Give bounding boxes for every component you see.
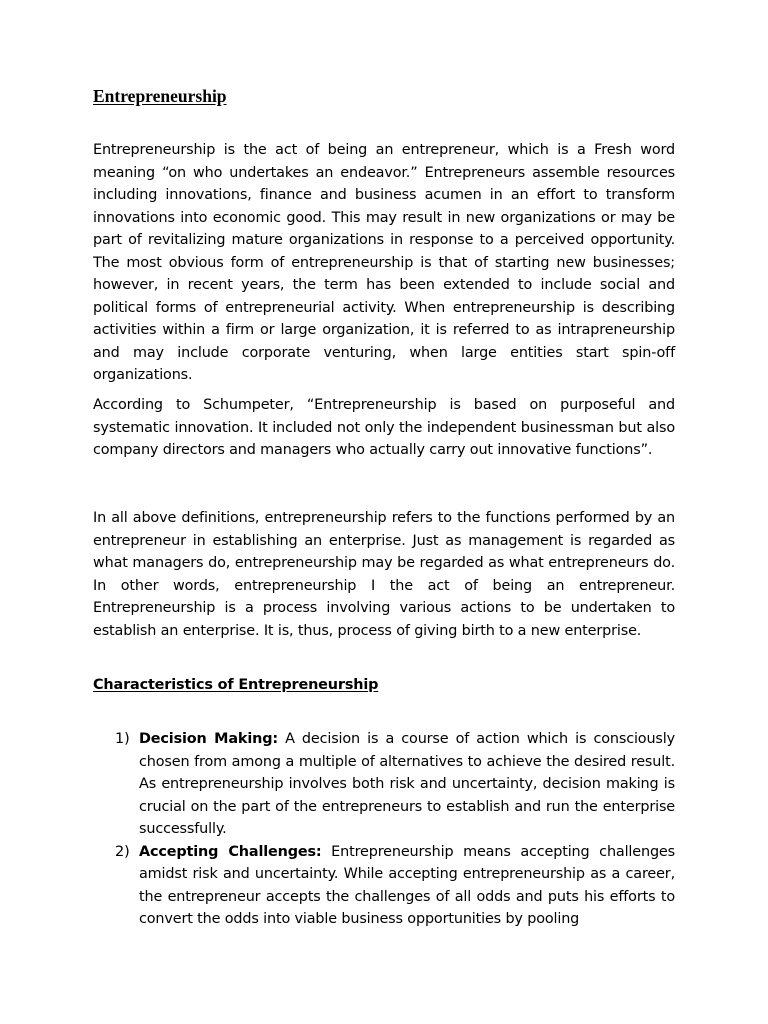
list-item-description: Entrepreneurship means accepting challenges amidst risk and uncertainty. While accepting entrepreneurship as a career, the entrepreneur accepts the challenges of all odds and puts his efforts to convert the odds into viable business opportunities by pooling: [139, 843, 675, 927]
list-item-term: Decision Making:: [139, 731, 278, 747]
paragraph-schumpeter-quote: According to Schumpeter, “Entrepreneurship is based on purposeful and systematic innovation. It included not only the independent businessman but also company directors and managers who actually carry out innovative functions”.: [93, 397, 675, 458]
paragraph-definition: Entrepreneurship is the act of being an entrepreneur, which is a Fresh word meaning “on who undertakes an endeavor.” Entrepreneurs assemble resources including innovations, finance and business acumen in an effort to transform innovations into economic good. This may result in new organizations or may be part of revitalizing mature organizations in response to a perceived opportunity. The most obvious form of entrepreneurship is that of starting new businesses; however, in recent years, the term has been extended to include social and political forms of entrepreneurial activity. When entrepreneurship is describing activities within a firm or large organization, it is referred to as intrapreneurship and may include corporate venturing, when large entities start spin-off organizations.: [93, 142, 675, 383]
list-item-description: A decision is a course of action which is consciously chosen from among a multiple of alternatives to achieve the desired result. As entrepreneurship involves both risk and uncertainty, decision making is crucial on the part of the entrepreneurs to establish and run the enterprise successfully.: [139, 731, 675, 837]
page-title: Entrepreneurship: [93, 86, 227, 106]
list-item-number: 1): [115, 731, 130, 747]
characteristics-list: [115, 728, 675, 931]
section-heading-characteristics: Characteristics of Entrepreneurship: [93, 677, 379, 693]
list-item-body: [139, 841, 675, 931]
list-item-term: Accepting Challenges:: [139, 843, 322, 860]
paragraph-summary: In all above definitions, entrepreneurship refers to the functions performed by an entrepreneur in establishing an enterprise. Just as management is regarded as what managers do, entrepreneurship may be regarded as what entrepreneurs do. In other words, entrepreneurship I the act of being an entrepreneur. Entrepreneurship is a process involving various actions to be undertaken to establish an enterprise. It is, thus, process of giving birth to a new enterprise.: [93, 510, 675, 639]
list-item-number: 2): [115, 843, 130, 860]
list-item: [115, 841, 675, 931]
list-item: [115, 728, 675, 841]
list-item-body: [139, 728, 675, 841]
